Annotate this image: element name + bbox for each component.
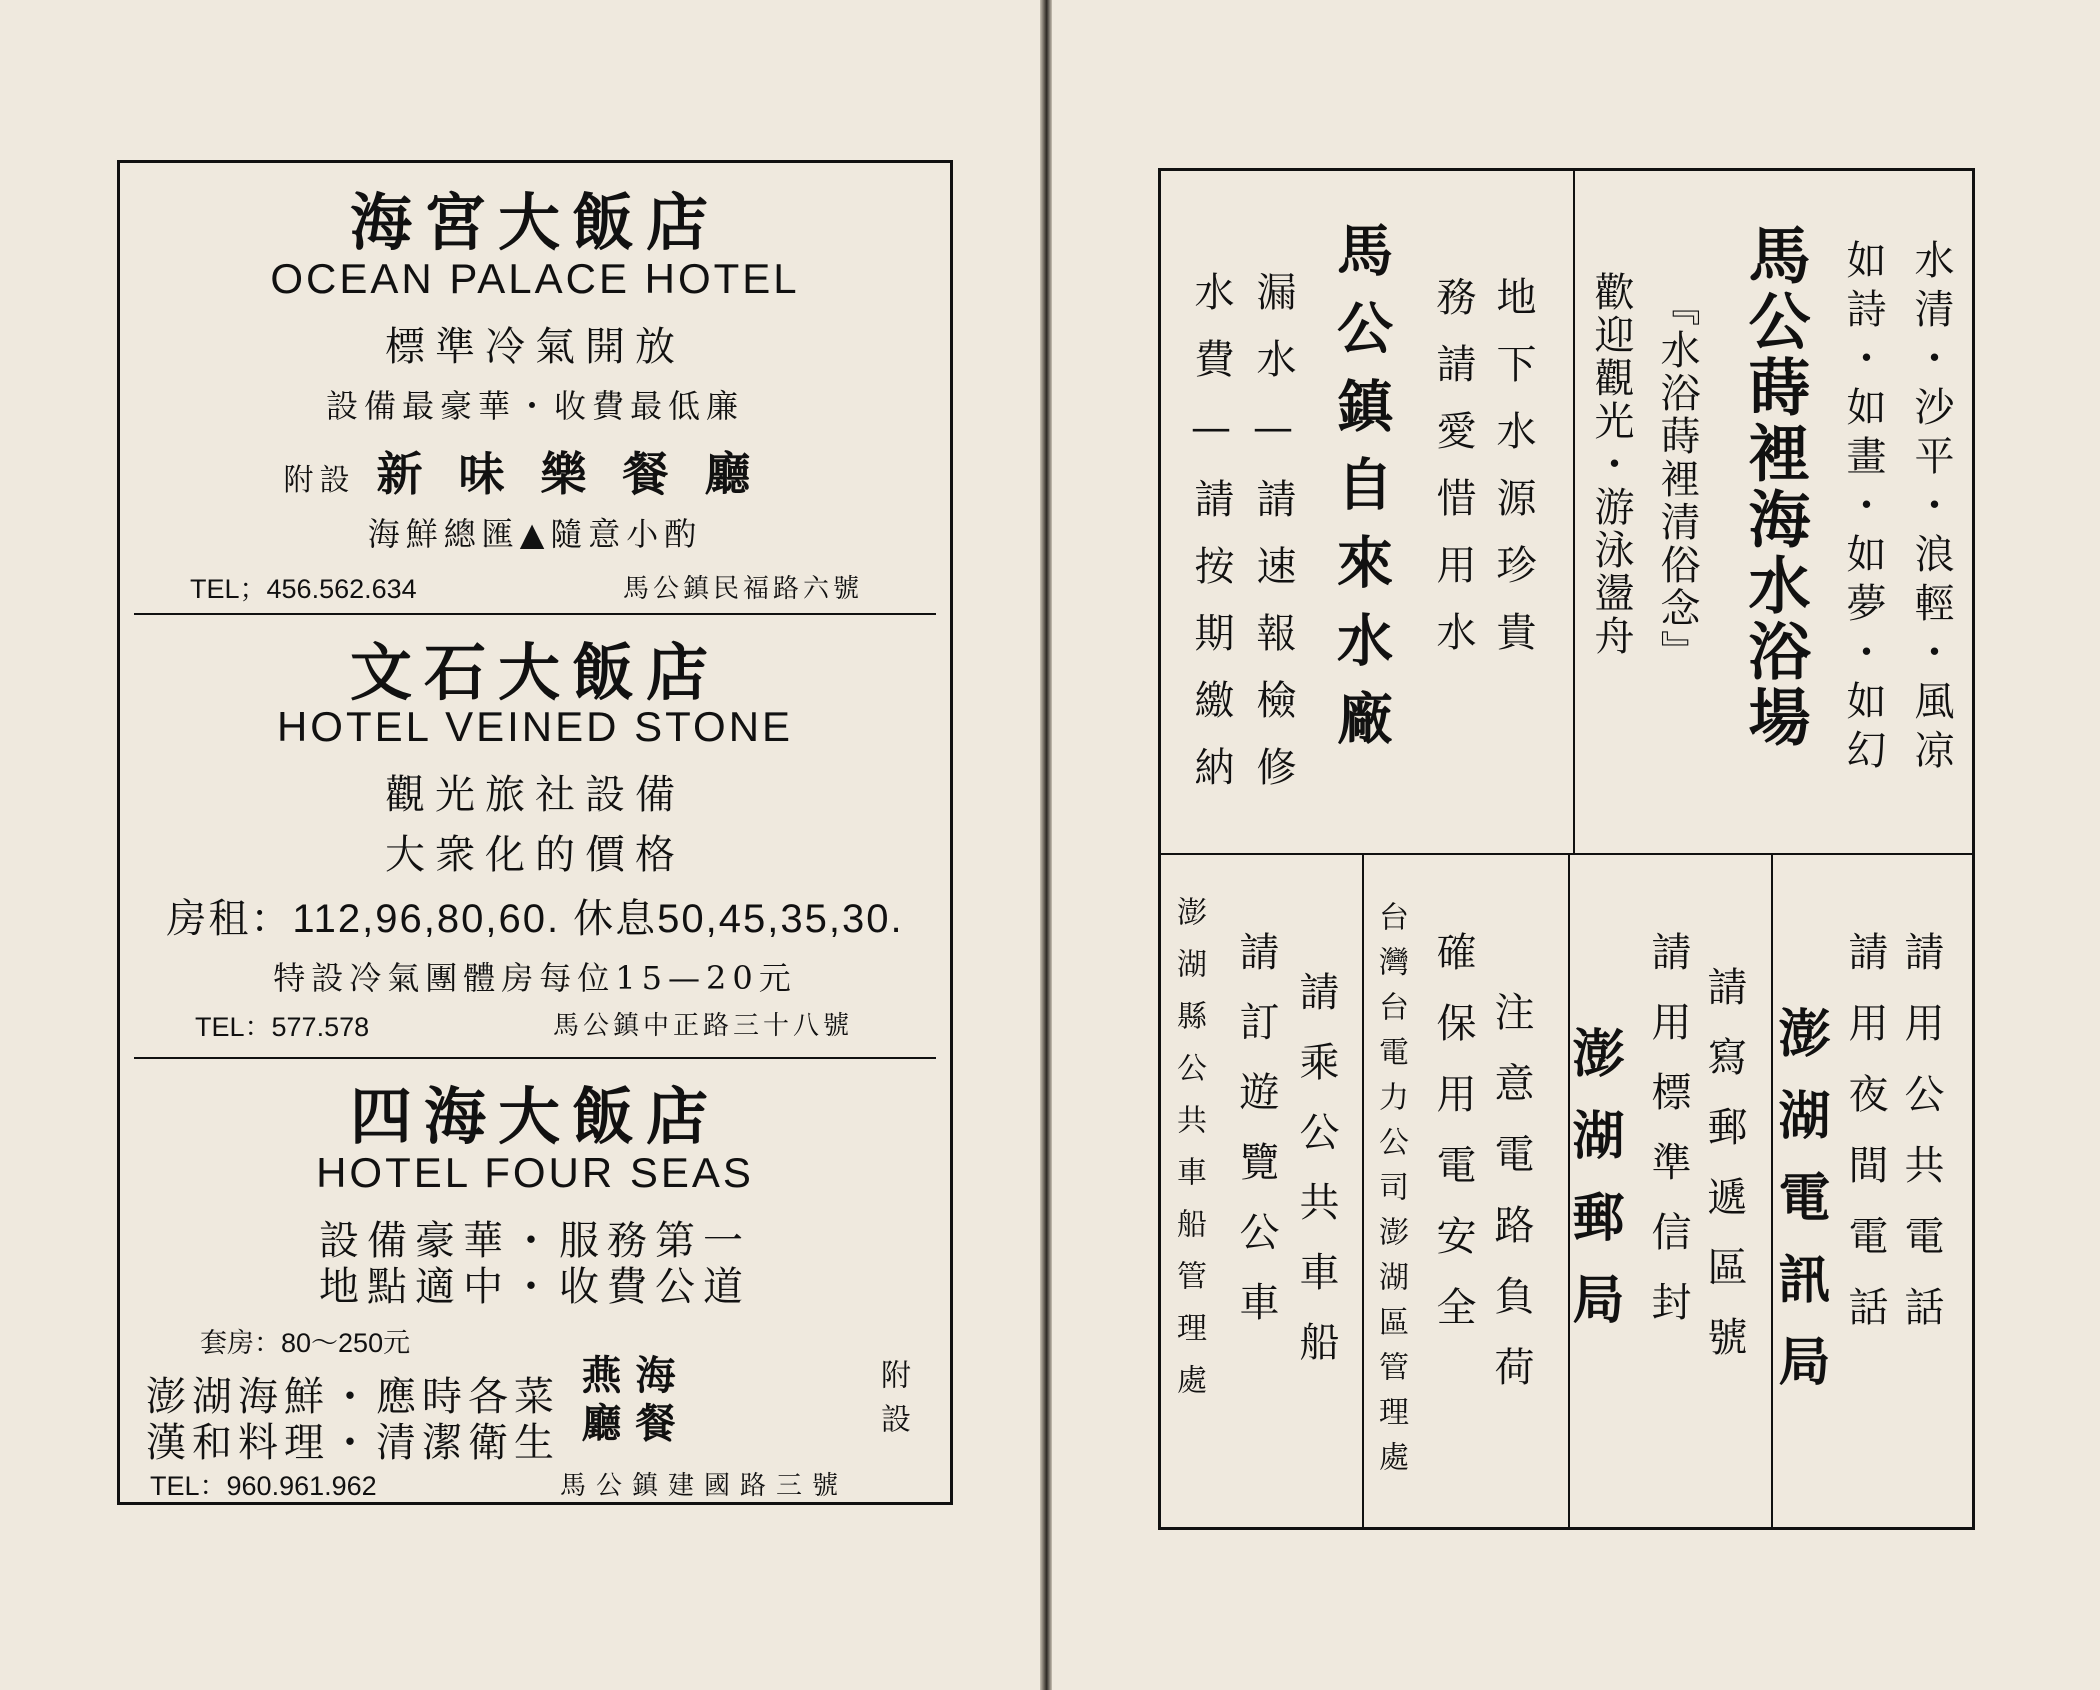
power-col1: 注意電路負荷	[1488, 991, 1534, 1417]
post-col2: 請用標準信封	[1645, 931, 1691, 1351]
four-seas-line1: 設備豪華・服務第一	[319, 1218, 751, 1264]
veined-stone-room-rates: 房租：112,96,80,60. 休息50,45,35,30.	[166, 897, 904, 941]
ocean-palace-title: 海宮大飯店	[349, 186, 720, 259]
waterworks-col2: 務請愛惜用水	[1430, 276, 1476, 678]
four-seas-english-name: HOTEL FOUR SEAS	[316, 1149, 754, 1196]
column-divider	[1573, 171, 1575, 853]
ocean-palace-english-name: OCEAN PALACE HOTEL	[270, 255, 800, 302]
telecom-col1: 請用公共電話	[1898, 931, 1944, 1357]
four-seas-restaurant-col2: 燕廳	[575, 1354, 622, 1450]
veined-stone-line1: 觀光旅社設備	[385, 772, 685, 818]
beach-name: 馬公蒔裡海水浴場	[1738, 223, 1811, 751]
waterworks-col1: 地下水源珍貴	[1490, 276, 1536, 678]
veined-stone-special-offer: 特設冷氣團體房每位15—20元	[273, 959, 797, 997]
attached-label: 附設	[283, 463, 356, 498]
transport-name: 澎湖縣公共車船管理處	[1171, 896, 1206, 1416]
veined-stone-tel: TEL：577.578	[195, 1012, 370, 1042]
ocean-palace-line4: 海鮮總匯▲隨意小酌	[367, 515, 703, 553]
waterworks-name: 馬公鎮自來水廠	[1328, 221, 1394, 767]
beach-slogan-2: 如詩・如畫・如夢・如幻	[1840, 239, 1886, 778]
beach-quote: 『水浴蒔裡清俗念』	[1654, 286, 1700, 673]
veined-stone-title: 文石大飯店	[349, 636, 720, 709]
hotel-ads-frame	[117, 160, 953, 1505]
transport-col2: 請訂遊覽公車	[1233, 931, 1279, 1351]
ocean-palace-restaurant-row	[120, 438, 950, 504]
beach-slogan-1: 水清・沙平・浪輕・風凉	[1908, 239, 1954, 778]
veined-stone-ad	[120, 615, 950, 1057]
four-seas-menu-line2: 漢和料理・清潔衛生	[146, 1420, 560, 1466]
restaurant-name: 新味樂餐廳	[376, 447, 787, 501]
post-name: 澎湖郵局	[1563, 1026, 1624, 1354]
four-seas-ad	[120, 1059, 950, 1504]
four-seas-address: 馬公鎮建國路三號	[560, 1471, 849, 1501]
veined-stone-english-name: HOTEL VEINED STONE	[276, 703, 794, 750]
veined-stone-line2: 大衆化的價格	[385, 832, 685, 878]
ocean-palace-line1: 標準冷氣開放	[385, 324, 685, 370]
power-col2: 確保用電安全	[1430, 931, 1476, 1357]
column-divider	[1362, 855, 1364, 1527]
beach-welcome: 歡迎觀光・游泳盪舟	[1588, 271, 1634, 658]
four-seas-menu-line1: 澎湖海鮮・應時各菜	[146, 1374, 560, 1420]
power-name: 台灣台電力公司澎湖區管理處	[1373, 901, 1408, 1486]
four-seas-attached-label: 附設	[875, 1359, 910, 1447]
public-notices-frame	[1158, 168, 1975, 1530]
book-gutter	[1040, 0, 1052, 1690]
four-seas-restaurant-col1: 海餐	[629, 1354, 676, 1450]
ocean-palace-line2: 設備最豪華・收費最低廉	[325, 387, 744, 425]
four-seas-title: 四海大飯店	[349, 1080, 720, 1153]
four-seas-suite-rate: 套房：80～250元	[200, 1328, 411, 1358]
veined-stone-address: 馬公鎮中正路三十八號	[553, 1011, 854, 1041]
ocean-palace-ad	[120, 163, 950, 613]
telecom-col2: 請用夜間電話	[1842, 931, 1888, 1357]
waterworks-col4: 水費—請按期繳納	[1188, 271, 1234, 813]
waterworks-col3: 漏水—請速報檢修	[1250, 271, 1296, 813]
row-divider	[1161, 853, 1972, 855]
transport-col1: 請乘公共車船	[1293, 971, 1339, 1391]
four-seas-tel: TEL：960.961.962	[150, 1471, 377, 1501]
telecom-name: 澎湖電訊局	[1769, 1006, 1830, 1416]
ocean-palace-address: 馬公鎮民福路六號	[623, 574, 864, 604]
ocean-palace-tel: TEL；456.562.634	[190, 574, 417, 604]
four-seas-line2: 地點適中・收費公道	[319, 1264, 751, 1310]
post-col1: 請寫郵遞區號	[1701, 966, 1747, 1386]
